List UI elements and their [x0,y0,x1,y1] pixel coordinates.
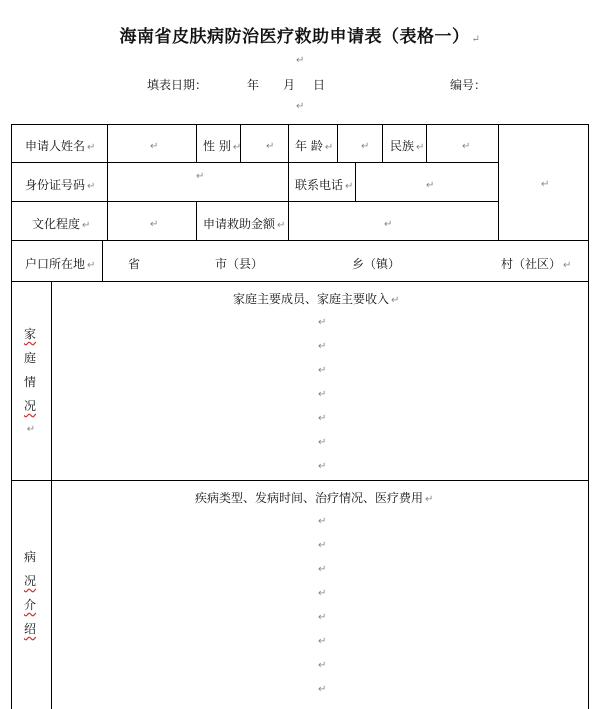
paragraph-mark-icon: ↵ [196,171,205,182]
paragraph-mark-icon: ↵ [296,101,305,112]
city-label: 市（县） [215,257,264,271]
table-rule [102,240,103,281]
paragraph-mark-icon: ↵ [296,55,305,66]
id-number-label: 身份证号码 ↵ [25,178,96,192]
illness-section-heading: 疾病类型、发病时间、治疗情况、医疗费用 ↵ [195,491,434,505]
paragraph-mark-icon: ↵ [318,341,327,352]
ethnicity-label: 民族 ↵ [390,139,425,153]
paragraph-mark-icon: ↵ [318,461,327,472]
aid-amount-label: 申请救助金额 ↵ [203,217,286,231]
table-rule [426,124,427,162]
fill-date-year: 年 [247,78,260,92]
paragraph-mark-icon: ↵ [318,588,327,599]
table-rule [11,281,589,282]
paragraph-mark-icon: ↵ [150,219,159,230]
paragraph-mark-icon: ↵ [318,317,327,328]
table-rule [11,240,589,241]
paragraph-mark-icon: ↵ [318,413,327,424]
paragraph-mark-icon: ↵ [318,516,327,527]
fill-date-day: 日 [313,78,326,92]
table-rule [11,162,499,163]
fill-date-month: 月 [283,78,296,92]
paragraph-mark-icon: ↵ [471,34,481,45]
paragraph-mark-icon: ↵ [318,389,327,400]
family-section-heading: 家庭主要成员、家庭主要收入 ↵ [233,292,400,306]
paragraph-mark-icon: ↵ [318,660,327,671]
paragraph-mark-icon: ↵ [318,636,327,647]
table-rule [288,201,289,240]
paragraph-mark-icon: ↵ [318,612,327,623]
paragraph-mark-icon: ↵ [318,365,327,376]
province-label: 省 [128,257,141,271]
table-rule [196,124,197,162]
paragraph-mark-icon: ↵ [426,180,435,191]
table-rule [382,124,383,162]
table-rule [11,480,589,481]
village-label: 村（社区） ↵ [501,257,572,271]
table-rule [288,162,289,201]
table-rule [498,124,499,240]
serial-number-label: 编号： [450,78,487,92]
paragraph-mark-icon: ↵ [150,141,159,152]
paragraph-mark-icon: ↵ [384,219,393,230]
age-label: 年 龄 ↵ [295,139,334,153]
table-rule [51,281,52,709]
table-rule [355,162,356,201]
paragraph-mark-icon: ↵ [318,564,327,575]
table-rule [196,201,197,240]
family-section-label: 家 庭 情 况 ↵ [23,327,36,435]
town-label: 乡（镇） [352,257,401,271]
paragraph-mark-icon: ↵ [318,684,327,695]
education-label: 文化程度 ↵ [32,217,91,231]
table-rule [11,201,499,202]
table-rule [107,124,108,240]
paragraph-mark-icon: ↵ [266,141,275,152]
residence-label: 户口所在地 ↵ [25,257,96,271]
paragraph-mark-icon: ↵ [318,540,327,551]
fill-date-label: 填表日期： [147,78,208,92]
table-rule [337,124,338,162]
form-title [0,22,600,47]
table-rule [288,124,289,162]
paragraph-mark-icon: ↵ [462,141,471,152]
applicant-name-label: 申请人姓名 ↵ [25,139,96,153]
illness-section-label: 病 况 介 绍 [23,550,36,636]
form-title-text: 海南省皮肤病防治医疗救助申请表（表格一） [119,27,470,47]
paragraph-mark-icon: ↵ [361,141,370,152]
gender-label: 性 别 ↵ [203,139,242,153]
application-table [11,124,589,709]
paragraph-mark-icon: ↵ [318,437,327,448]
phone-label: 联系电话 ↵ [295,178,354,192]
paragraph-mark-icon: ↵ [541,179,550,190]
